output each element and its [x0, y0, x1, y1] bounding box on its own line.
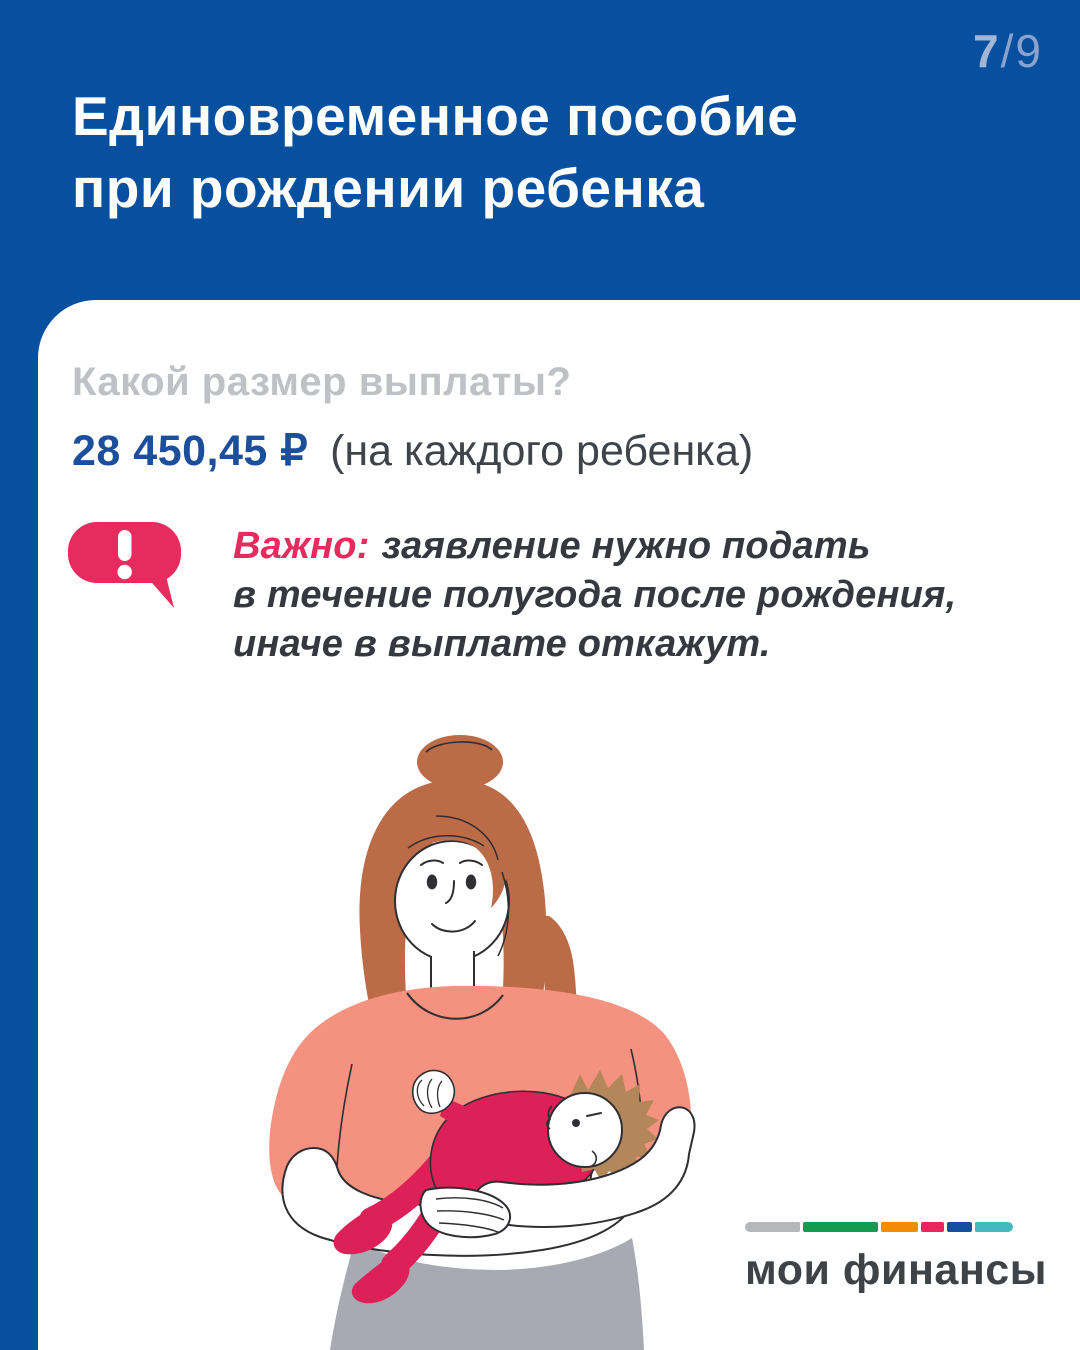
page-total: 9 — [1015, 25, 1043, 77]
logo-bar-segment-gray — [745, 1222, 800, 1232]
warning-text — [233, 522, 956, 669]
warning-line3: иначе в выплате откажут. — [233, 623, 771, 665]
brand-logo — [745, 1222, 1047, 1295]
page-current: 7 — [973, 25, 1001, 77]
logo-bar-segment-orange — [881, 1222, 918, 1232]
warning-label: Важно: — [233, 525, 370, 567]
warning-line1 — [233, 522, 956, 571]
logo-text: мои финансы — [745, 1246, 1047, 1294]
logo-bar-segment-teal — [975, 1222, 1013, 1232]
page-title-line2: при рождении ребенка — [72, 157, 705, 219]
exclamation-speech-bubble-icon — [66, 520, 192, 612]
question-heading: Какой размер выплаты? — [72, 360, 572, 404]
mother-baby-illustration — [240, 720, 740, 1350]
logo-bar-segment-pink — [921, 1222, 944, 1232]
payment-amount: 28 450,45 ₽ — [72, 427, 309, 475]
page-title — [72, 80, 798, 224]
warning-line2: в течение полугода после рождения, — [233, 574, 957, 616]
payment-amount-note: (на каждого ребенка) — [330, 427, 754, 475]
logo-bar-segment-green — [803, 1222, 878, 1232]
mother-face — [395, 810, 509, 995]
page-title-line1: Единовременное пособие — [72, 85, 799, 147]
logo-bar-segment-blue — [947, 1222, 972, 1232]
logo-color-bar-icon — [745, 1222, 1013, 1232]
page-separator: / — [1000, 25, 1016, 77]
warning-line1-text: заявление нужно подать — [381, 525, 871, 567]
page-indicator — [973, 24, 1043, 78]
amount-row — [72, 426, 753, 476]
